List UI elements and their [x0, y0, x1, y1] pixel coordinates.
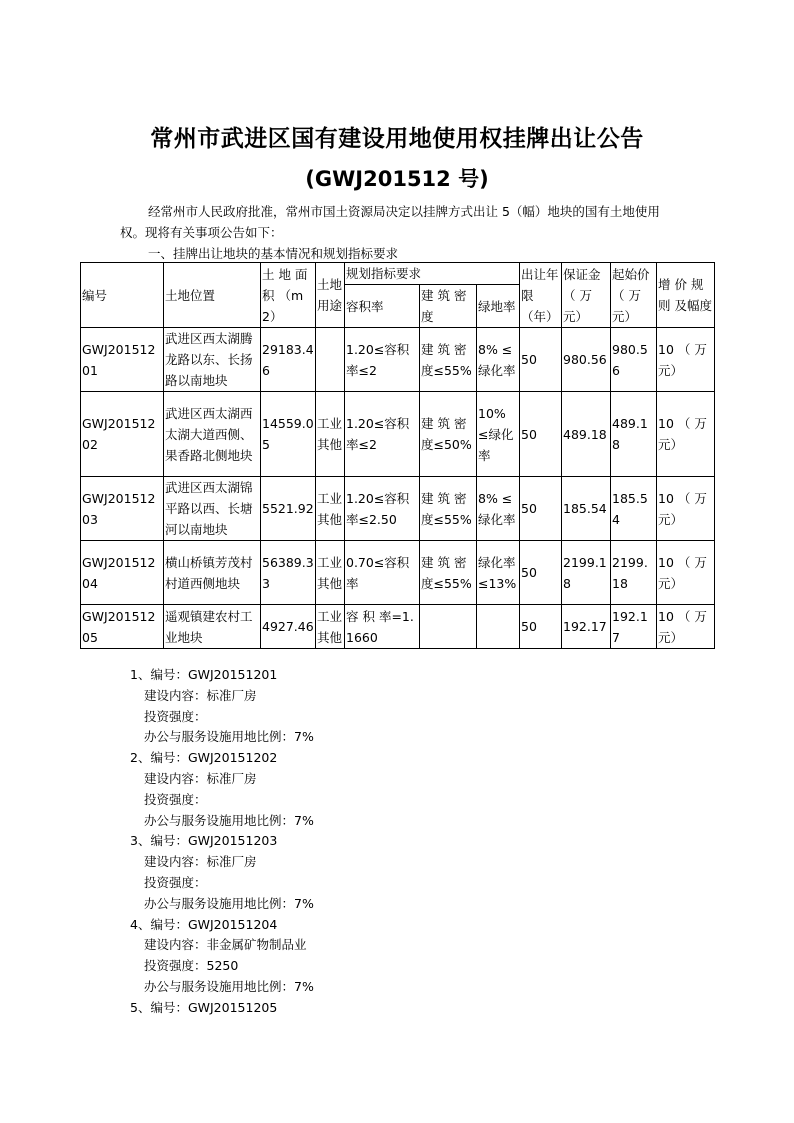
cell-deposit: 192.17 — [562, 605, 611, 649]
cell-use: 工业其他 — [316, 541, 345, 605]
cell-density: 建 筑 密度≤50% — [420, 392, 477, 477]
cell-term: 50 — [520, 541, 562, 605]
cell-location: 横山桥镇芳茂村村道西侧地块 — [164, 541, 261, 605]
cell-term: 50 — [520, 477, 562, 541]
cell-green: 8% ≤绿化率 — [477, 328, 520, 392]
cell-location: 武进区西太湖腾龙路以东、长扬路以南地块 — [164, 328, 261, 392]
table-row — [81, 541, 715, 605]
intro-paragraph: 经常州市人民政府批准，常州市国土资源局决定以挂牌方式出让 5（幅）地块的国有土地使用权。现将有关事项公告如下： — [120, 204, 660, 240]
header-far: 容积率 — [345, 285, 420, 328]
detail-office-ratio: 办公与服务设施用地比例：7% — [144, 895, 314, 911]
cell-increment: 10 （ 万元） — [657, 477, 715, 541]
cell-increment: 10 （ 万元） — [657, 392, 715, 477]
detail-office-ratio: 办公与服务设施用地比例：7% — [144, 729, 314, 745]
detail-number: 3、编号：GWJ20151203 — [130, 833, 278, 849]
parcel-details-list — [130, 665, 314, 1019]
detail-number: 2、编号：GWJ20151202 — [130, 750, 278, 766]
detail-office-ratio: 办公与服务设施用地比例：7% — [144, 812, 314, 828]
cell-density: 建 筑 密度≤55% — [420, 541, 477, 605]
cell-increment: 10 （ 万元） — [657, 328, 715, 392]
cell-start-price: 2199.18 — [611, 541, 657, 605]
cell-far: 0.70≤容积率 — [345, 541, 420, 605]
cell-increment: 10 （ 万元） — [657, 541, 715, 605]
header-use: 土地用途 — [316, 263, 345, 328]
table-row — [81, 392, 715, 477]
cell-use: 工业其他 — [316, 477, 345, 541]
header-location: 土地位置 — [164, 263, 261, 328]
cell-deposit: 980.56 — [562, 328, 611, 392]
cell-term: 50 — [520, 328, 562, 392]
cell-area: 14559.05 — [261, 392, 316, 477]
header-plan: 规划指标要求 — [345, 263, 520, 285]
cell-green — [477, 605, 520, 649]
cell-density: 建 筑 密度≤55% — [420, 328, 477, 392]
header-increment: 增 价 规则 及幅度 — [657, 263, 715, 328]
cell-far: 1.20≤容积率≤2 — [345, 328, 420, 392]
detail-number: 4、编号：GWJ20151204 — [130, 916, 278, 932]
cell-location: 遥观镇建农村工业地块 — [164, 605, 261, 649]
cell-id: GWJ20151201 — [81, 328, 164, 392]
cell-use — [316, 328, 345, 392]
announcement-number: (GWJ201512 号) — [305, 167, 489, 191]
land-parcel-table — [80, 262, 715, 649]
cell-start-price: 980.56 — [611, 328, 657, 392]
table-row — [81, 605, 715, 649]
table-row — [81, 328, 715, 392]
detail-investment: 投资强度： — [144, 874, 207, 890]
cell-deposit: 489.18 — [562, 392, 611, 477]
cell-area: 29183.46 — [261, 328, 316, 392]
detail-content: 建设内容：标准厂房 — [144, 770, 257, 786]
cell-deposit: 185.54 — [562, 477, 611, 541]
cell-green: 绿化率≤13% — [477, 541, 520, 605]
cell-area: 56389.33 — [261, 541, 316, 605]
cell-green: 10% ≤绿化率 — [477, 392, 520, 477]
cell-id: GWJ20151203 — [81, 477, 164, 541]
cell-far: 1.20≤容积率≤2 — [345, 392, 420, 477]
cell-use: 工业其他 — [316, 605, 345, 649]
cell-far: 容 积 率=1.1660 — [345, 605, 420, 649]
cell-density: 建 筑 密度≤55% — [420, 477, 477, 541]
cell-start-price: 185.54 — [611, 477, 657, 541]
header-term: 出让年限（年） — [520, 263, 562, 328]
header-start-price: 起始价（ 万元） — [611, 263, 657, 328]
cell-location: 武进区西太湖西太湖大道西侧、果香路北侧地块 — [164, 392, 261, 477]
detail-number: 1、编号：GWJ20151201 — [130, 667, 278, 682]
cell-increment: 10 （ 万元） — [657, 605, 715, 649]
header-green: 绿地率 — [477, 285, 520, 328]
detail-number: 5、编号：GWJ20151205 — [130, 999, 278, 1015]
detail-content: 建设内容：标准厂房 — [144, 854, 257, 870]
cell-green: 8% ≤绿化率 — [477, 477, 520, 541]
detail-investment: 投资强度： — [144, 708, 207, 724]
header-density: 建 筑 密度 — [420, 285, 477, 328]
cell-area: 4927.46 — [261, 605, 316, 649]
cell-deposit: 2199.18 — [562, 541, 611, 605]
detail-investment: 投资强度： — [144, 791, 207, 807]
table-row — [81, 477, 715, 541]
cell-use: 工业其他 — [316, 392, 345, 477]
detail-investment: 投资强度：5250 — [144, 958, 239, 974]
detail-content: 建设内容：标准厂房 — [144, 687, 257, 703]
header-area: 土 地 面积 （m2） — [261, 263, 316, 328]
cell-id: GWJ20151205 — [81, 605, 164, 649]
header-id: 编号 — [81, 263, 164, 328]
header-deposit: 保证金（ 万元） — [562, 263, 611, 328]
cell-id: GWJ20151204 — [81, 541, 164, 605]
cell-id: GWJ20151202 — [81, 392, 164, 477]
cell-density — [420, 605, 477, 649]
detail-content: 建设内容：非金属矿物制品业 — [144, 937, 307, 953]
table-header-row — [81, 263, 715, 285]
cell-term: 50 — [520, 392, 562, 477]
detail-office-ratio: 办公与服务设施用地比例：7% — [144, 978, 314, 994]
page-title: 常州市武进区国有建设用地使用权挂牌出让公告 — [150, 126, 644, 152]
cell-start-price: 489.18 — [611, 392, 657, 477]
section-heading: 一、挂牌出让地块的基本情况和规划指标要求 — [148, 246, 399, 261]
cell-location: 武进区西太湖锦平路以西、长塘河以南地块 — [164, 477, 261, 541]
cell-far: 1.20≤容积率≤2.50 — [345, 477, 420, 541]
cell-start-price: 192.17 — [611, 605, 657, 649]
cell-area: 5521.92 — [261, 477, 316, 541]
cell-term: 50 — [520, 605, 562, 649]
